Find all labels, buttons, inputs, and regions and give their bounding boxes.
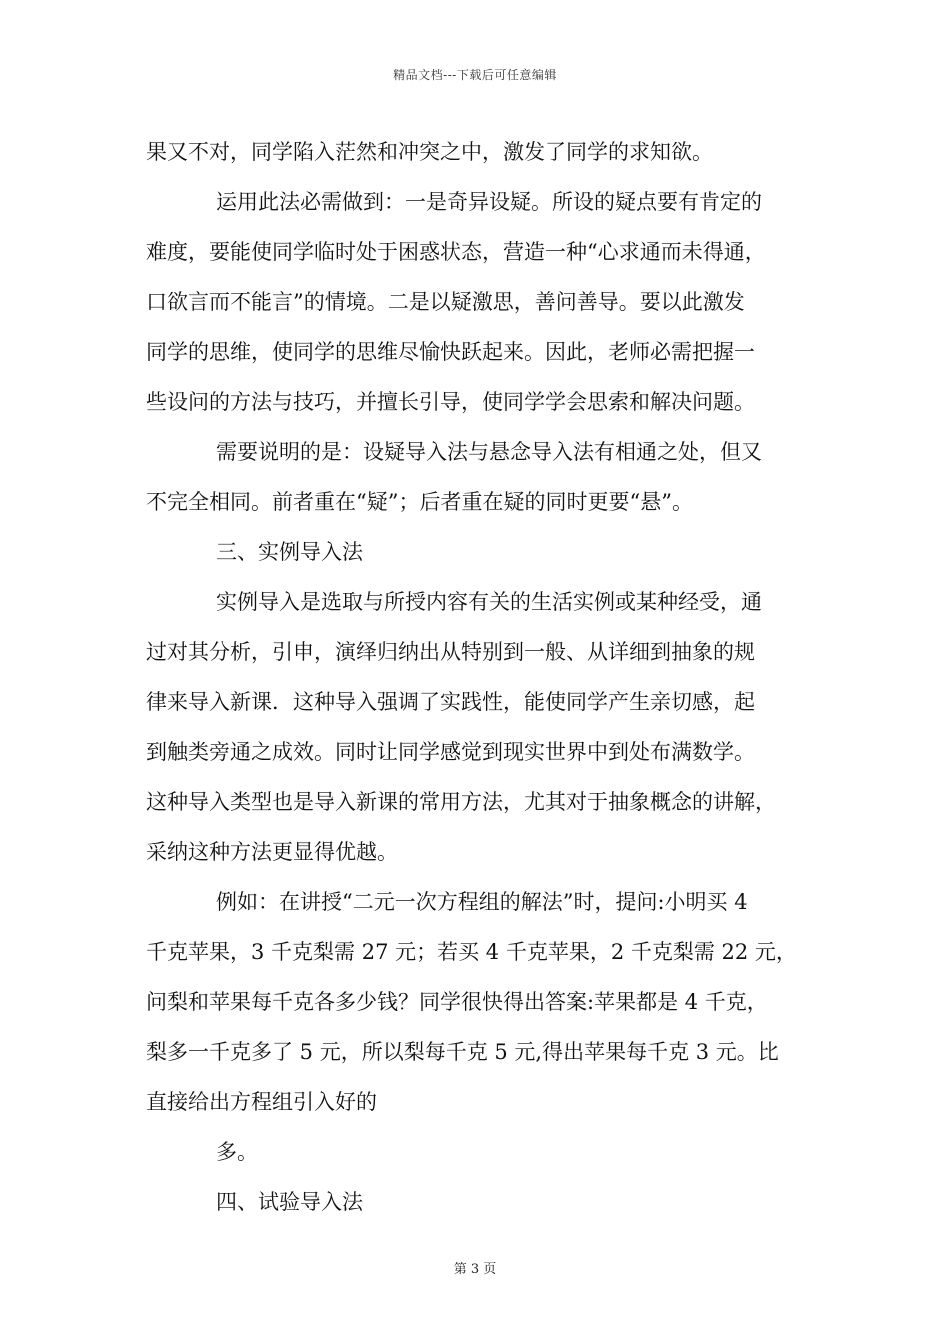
paragraph-line: 难度，要能使同学临时处于困惑状态，营造一种“心求通而未得通， — [146, 240, 766, 264]
paragraph-line: 运用此法必需做到：一是奇异设疑。所设的疑点要有肯定的 — [216, 190, 762, 214]
paragraph-line: 实例导入是选取与所授内容有关的生活实例或某种经受，通 — [216, 590, 762, 614]
page-number: 第 3 页 — [453, 1262, 497, 1277]
paragraph-line: 到触类旁通之成效。同时让同学感觉到现实世界中到处布满数学。 — [146, 740, 755, 764]
paragraph-line: 果又不对，同学陷入茫然和冲突之中，激发了同学的求知欲。 — [146, 140, 713, 164]
paragraph-line: 例如：在讲授“二元一次方程组的解法”时，提问:小明买 4 — [216, 890, 748, 914]
paragraph-line: 口欲言而不能言”的情境。二是以疑激思，善问善导。要以此激发 — [146, 290, 745, 314]
paragraph-line: 过对其分析，引申，演绎归纳出从特别到一般、从详细到抽象的规 — [146, 640, 755, 664]
paragraph-line: 些设问的方法与技巧，并擅长引导，使同学学会思索和解决问题。 — [146, 390, 755, 414]
paragraph-line: 梨多一千克多了 5 元，所以梨每千克 5 元,得出苹果每千克 3 元。比 — [146, 1040, 779, 1064]
paragraph-line: 这种导入类型也是导入新课的常用方法，尤其对于抽象概念的讲解， — [146, 790, 776, 814]
paragraph-line: 千克苹果，3 千克梨需 27 元；若买 4 千克苹果，2 千克梨需 22 元， — [146, 940, 797, 964]
paragraph-line: 律来导入新课．这种导入强调了实践性，能使同学产生亲切感，起 — [146, 690, 755, 714]
paragraph-line: 同学的思维，使同学的思维尽愉快跃起来。因此，老师必需把握一 — [146, 340, 755, 364]
section-heading: 四、试验导入法 — [216, 1190, 363, 1214]
paragraph-line: 直接给出方程组引入好的 — [146, 1090, 377, 1114]
page-header: 精品文档---下载后可任意编辑 — [393, 68, 557, 82]
paragraph-line: 采纳这种方法更显得优越。 — [146, 840, 398, 864]
paragraph-line: 问梨和苹果每千克各多少钱？同学很快得出答案:苹果都是 4 千克， — [146, 990, 768, 1014]
section-heading: 三、实例导入法 — [216, 540, 363, 564]
paragraph-line: 不完全相同。前者重在“疑”；后者重在疑的同时更要“悬”。 — [146, 490, 693, 514]
paragraph-line: 多。 — [216, 1140, 258, 1164]
paragraph-line: 需要说明的是：设疑导入法与悬念导入法有相通之处，但又 — [216, 440, 762, 464]
